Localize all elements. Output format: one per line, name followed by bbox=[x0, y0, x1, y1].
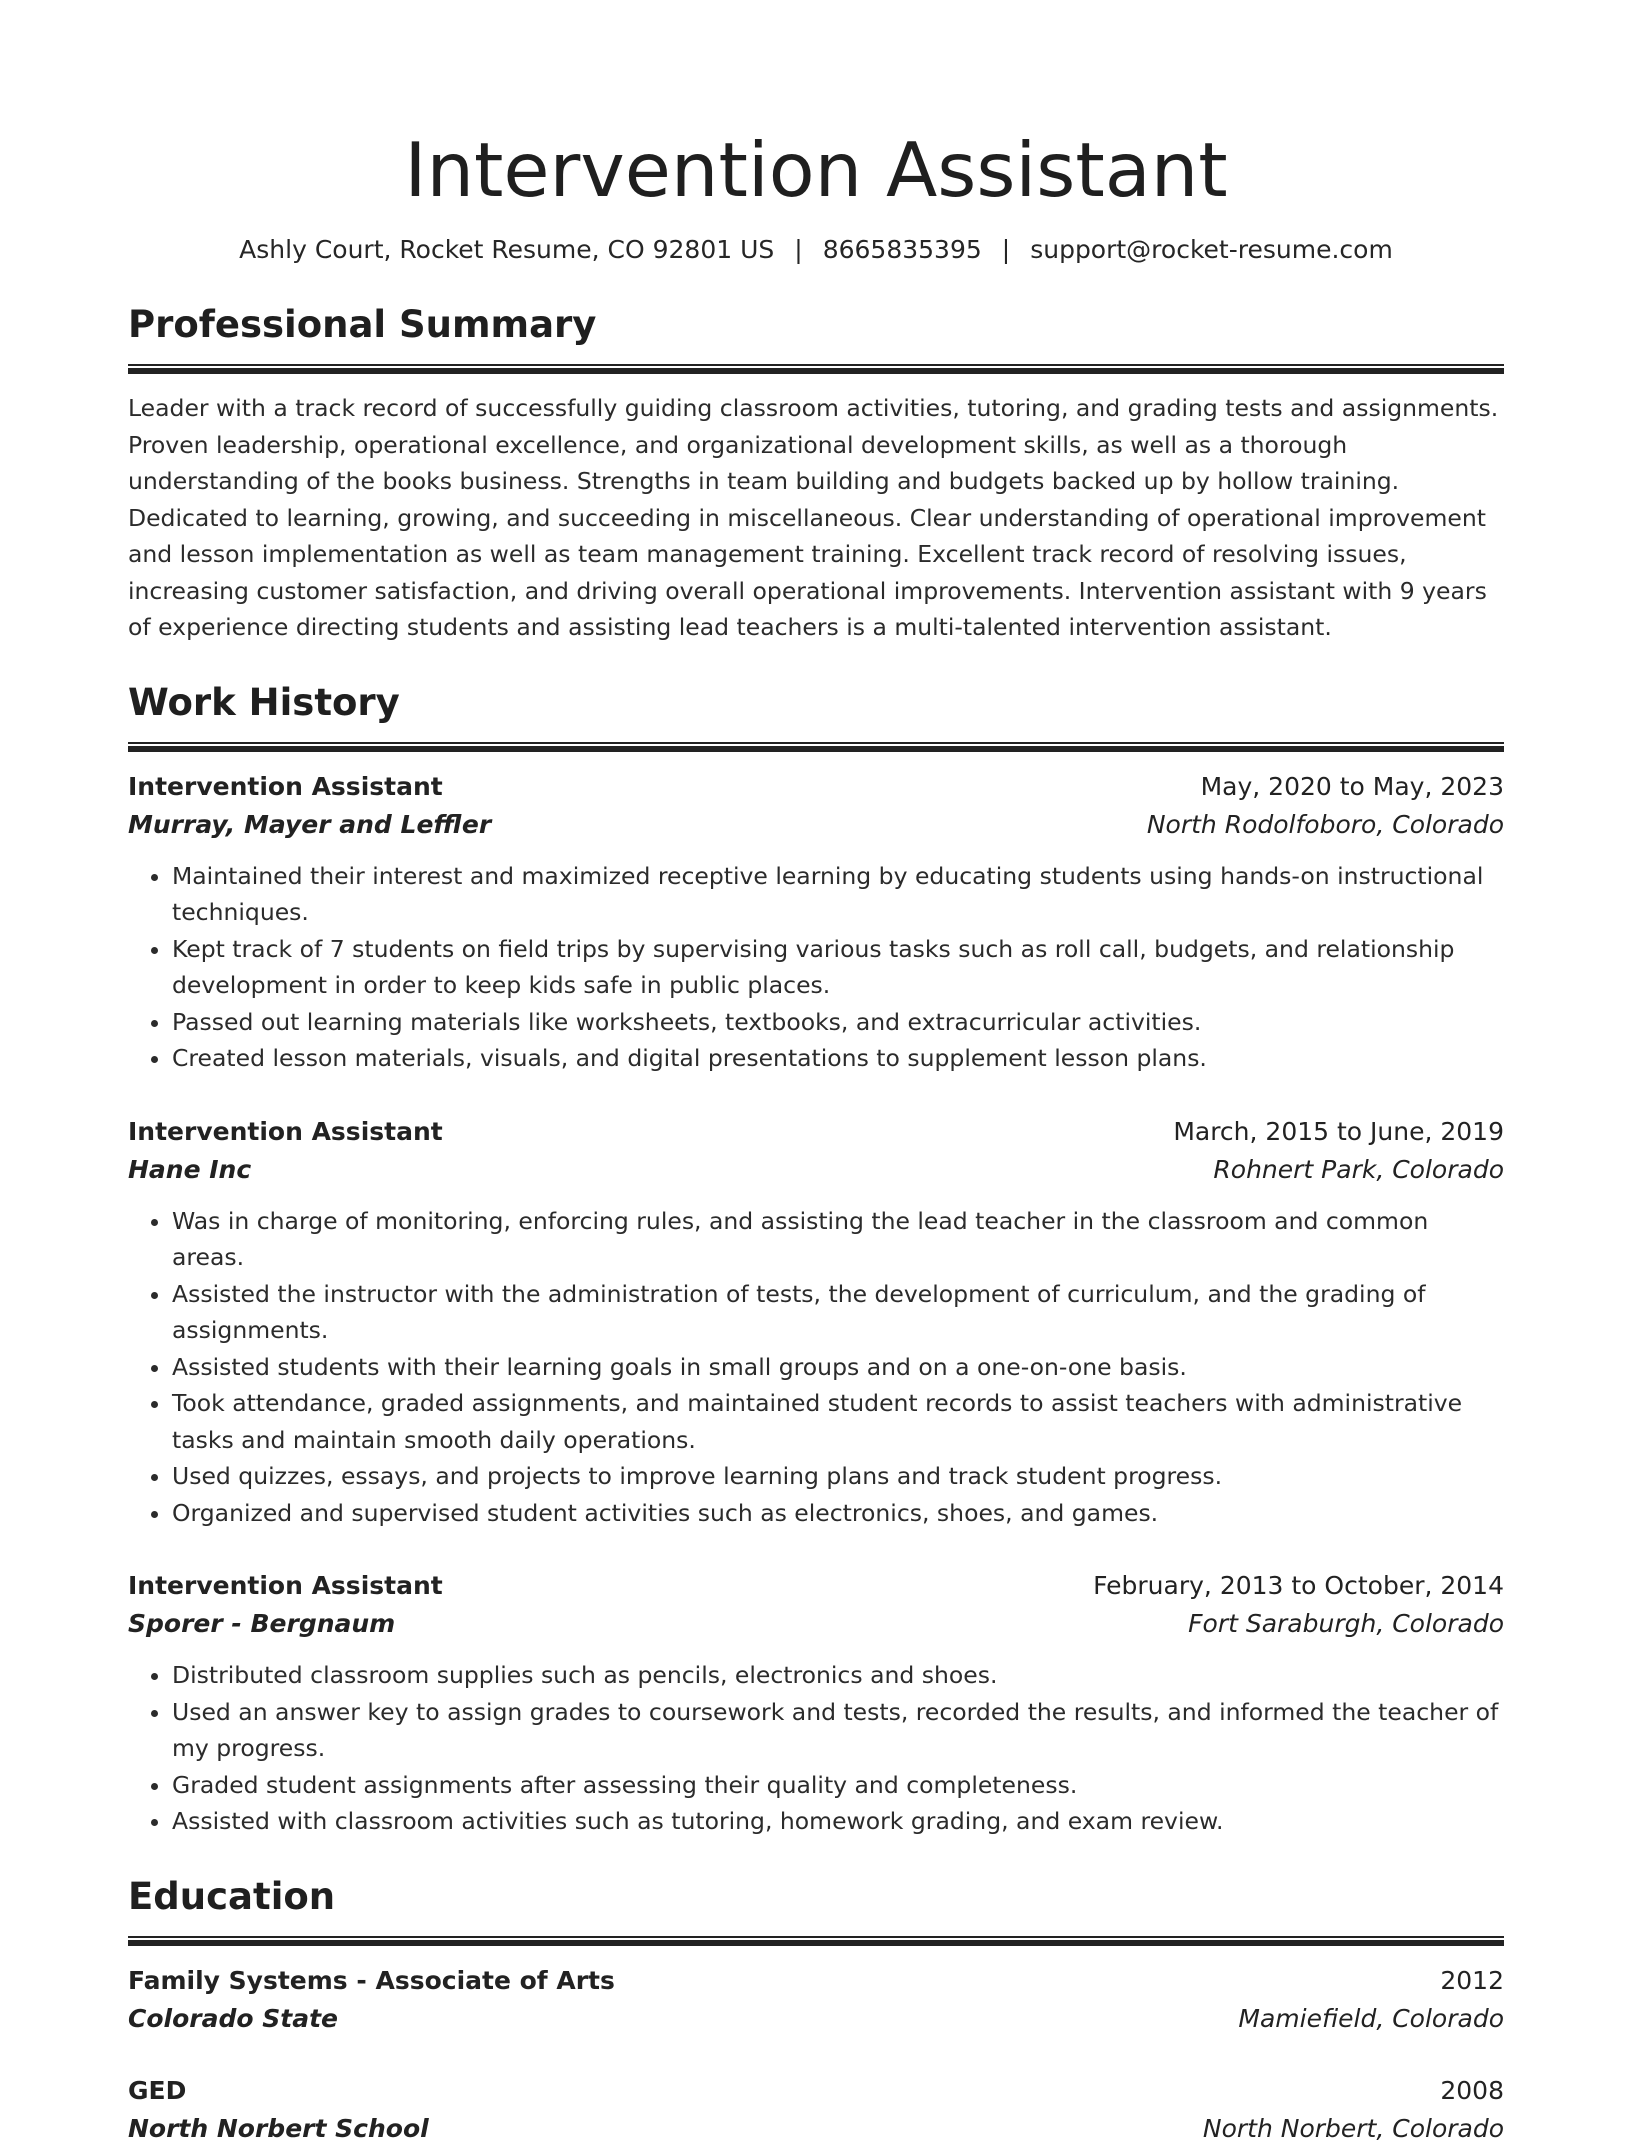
job-bullet: • Assisted with classroom activities such as tutoring, homework grading, and exam review. bbox=[172, 1803, 1504, 1840]
resume-page bbox=[128, 120, 1504, 2148]
job-title: Intervention Assistant bbox=[128, 1571, 443, 1600]
job-bullet: • Distributed classroom supplies such as pencils, electronics and shoes. bbox=[172, 1657, 1504, 1694]
resume-title: Intervention Assistant bbox=[404, 126, 1228, 214]
section-divider bbox=[128, 364, 1504, 374]
job-location: Fort Saraburgh, Colorado bbox=[1188, 1609, 1504, 1638]
job-entry bbox=[128, 768, 1504, 1077]
job-bullet: • Was in charge of monitoring, enforcing rules, and assisting the lead teacher in the classroom and common areas. bbox=[172, 1203, 1504, 1276]
job-entry bbox=[128, 1113, 1504, 1532]
job-bullet: • Used quizzes, essays, and projects to improve learning plans and track student progress. bbox=[172, 1458, 1504, 1495]
education-entry bbox=[128, 2072, 1504, 2148]
job-title: Intervention Assistant bbox=[128, 1116, 443, 1146]
education-location: Mamiefield, Colorado bbox=[1238, 2003, 1504, 2033]
job-bullet: • Used an answer key to assign grades to coursework and tests, recorded the results, and informed the teacher of my progress. bbox=[172, 1694, 1504, 1767]
job-bullet: • Assisted the instructor with the administration of tests, the development of curriculum, and the grading of assignments. bbox=[172, 1276, 1504, 1349]
job-entry bbox=[128, 1567, 1504, 1840]
job-bullet: • Took attendance, graded assignments, and maintained student records to assist teachers with administrative tasks and maintain smooth daily operations. bbox=[172, 1385, 1504, 1458]
education-school: North Norbert School bbox=[128, 2113, 429, 2143]
education-entry bbox=[128, 1962, 1504, 2038]
education-heading: Education bbox=[128, 1874, 336, 1918]
job-dates: February, 2013 to October, 2014 bbox=[1093, 1571, 1504, 1600]
job-location: North Rodolfoboro, Colorado bbox=[1146, 809, 1504, 839]
work-history-heading: Work History bbox=[128, 680, 400, 724]
job-company: Sporer - Bergnaum bbox=[128, 1609, 396, 1638]
job-bullets bbox=[128, 1657, 1504, 1840]
contact-separator: | bbox=[794, 235, 803, 264]
summary-text: Leader with a track record of successfully guiding classroom activities, tutoring, and grading tests and assignments. Proven leadership, operational excellence, and organizational development skills, as well as a thorough understanding of the books business. Strengths in team building and budgets backed up by hollow training. Dedicated to learning, growing, and succeeding in miscellaneous. Clear understanding of operational improvement and lesson implementation as well as team management training. Excellent track record of resolving issues, increasing customer satisfaction, and driving overall operational improvements. Intervention assistant with 9 years of experience directing students and assisting lead teachers is a multi-talented intervention assistant. bbox=[128, 394, 1499, 641]
contact-line bbox=[128, 232, 1504, 268]
section-divider bbox=[128, 742, 1504, 752]
education-year: 2012 bbox=[1440, 1965, 1504, 1995]
education-degree: Family Systems - Associate of Arts bbox=[128, 1965, 615, 1995]
job-dates: May, 2020 to May, 2023 bbox=[1200, 771, 1504, 801]
job-bullet: • Maintained their interest and maximized receptive learning by educating students using hands-on instructional techniques. bbox=[172, 858, 1504, 931]
contact-separator: | bbox=[1001, 235, 1011, 264]
job-company: Hane Inc bbox=[128, 1154, 252, 1184]
contact-phone: 8665835395 bbox=[822, 235, 982, 264]
job-company: Murray, Mayer and Leffler bbox=[128, 809, 492, 839]
education-location: North Norbert, Colorado bbox=[1202, 2113, 1504, 2143]
contact-email: support@rocket-resume.com bbox=[1030, 235, 1393, 264]
job-dates: March, 2015 to June, 2019 bbox=[1173, 1116, 1504, 1146]
job-bullets bbox=[128, 858, 1504, 1077]
job-title: Intervention Assistant bbox=[128, 771, 443, 801]
education-year: 2008 bbox=[1440, 2075, 1504, 2105]
job-bullet: • Kept track of 7 students on field trips by supervising various tasks such as roll call, budgets, and relationship development in order to keep kids safe in public places. bbox=[172, 931, 1504, 1004]
job-bullet: • Passed out learning materials like worksheets, textbooks, and extracurricular activities. bbox=[172, 1004, 1504, 1041]
section-divider bbox=[128, 1936, 1504, 1946]
job-bullet: • Graded student assignments after assessing their quality and completeness. bbox=[172, 1767, 1504, 1804]
contact-address: Ashly Court, Rocket Resume, CO 92801 US bbox=[239, 235, 775, 264]
job-bullet: • Created lesson materials, visuals, and digital presentations to supplement lesson plans. bbox=[172, 1040, 1504, 1077]
job-bullets bbox=[128, 1203, 1504, 1532]
job-location: Rohnert Park, Colorado bbox=[1213, 1154, 1504, 1184]
job-bullet: • Assisted students with their learning goals in small groups and on a one-on-one basis. bbox=[172, 1349, 1504, 1386]
summary-heading: Professional Summary bbox=[128, 303, 597, 346]
education-school: Colorado State bbox=[128, 2003, 338, 2033]
education-degree: GED bbox=[128, 2075, 187, 2105]
job-bullet: • Organized and supervised student activities such as electronics, shoes, and games. bbox=[172, 1495, 1504, 1532]
